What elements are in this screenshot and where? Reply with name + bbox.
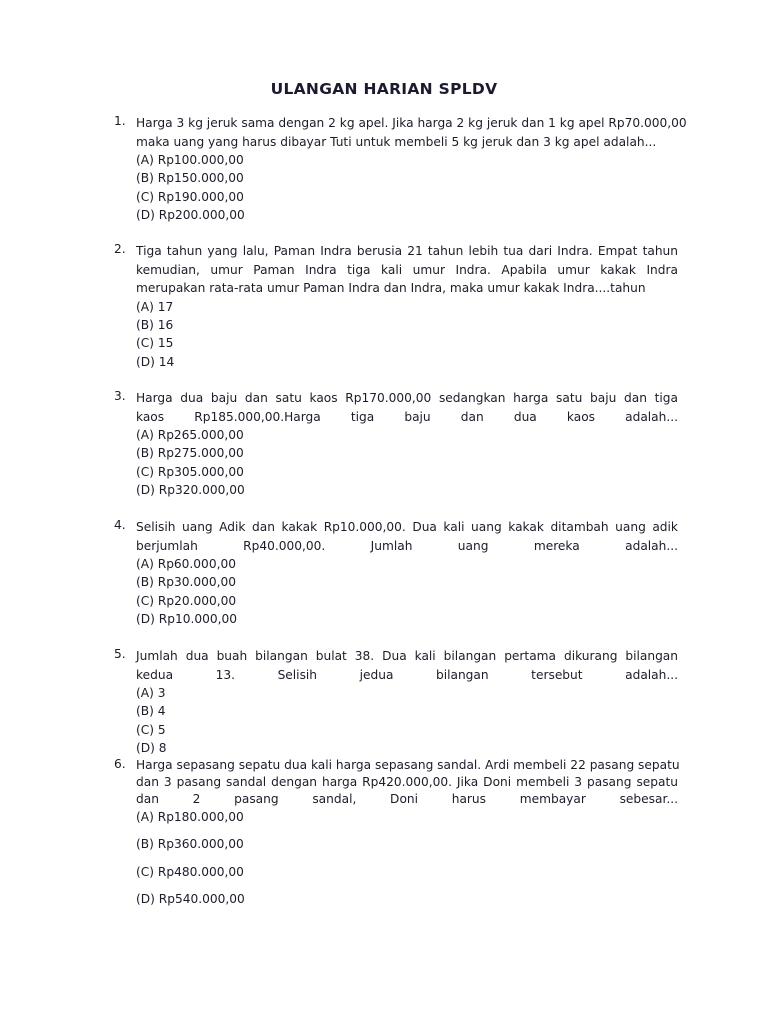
option-b: (B) Rp150.000,00 <box>136 171 244 186</box>
option-d: (D) Rp200.000,00 <box>136 208 245 223</box>
option-d: (D) Rp320.000,00 <box>136 483 245 498</box>
option-c: (C) Rp20.000,00 <box>136 593 237 608</box>
stem-line: kemudian, umur Paman Indra tiga kali umur Indra. Apabila umur kakak Indra <box>136 262 678 277</box>
question-stem <box>136 114 687 151</box>
option-d: (D) 8 <box>136 741 167 756</box>
question-stem <box>136 242 678 298</box>
option-c: (C) Rp480.000,00 <box>136 864 244 879</box>
option-b: (B) Rp30.000,00 <box>136 575 236 590</box>
option-c: (C) 5 <box>136 722 166 737</box>
option-c: (C) Rp190.000,00 <box>136 189 244 204</box>
stem-line: kaos Rp185.000,00.Harga tiga baju dan dua kaos adalah... <box>136 409 678 424</box>
option-a: (A) Rp180.000,00 <box>136 810 244 824</box>
stem-line: Harga sepasang sepatu dua kali harga sepasang sandal. Ardi membeli 22 pasang sepatu <box>136 758 680 772</box>
page-title: ULANGAN HARIAN SPLDV <box>270 80 498 98</box>
question-number: 2. <box>114 242 126 256</box>
stem-line: kedua 13. Selisih jedua bilangan tersebut adalah... <box>136 667 678 682</box>
option-c: (C) 15 <box>136 336 174 351</box>
stem-line: merupakan rata-rata umur Paman Indra dan Indra, maka umur kakak Indra....tahun <box>136 281 646 295</box>
option-a: (A) 3 <box>136 686 166 700</box>
question-stem <box>136 389 678 426</box>
stem-line: Harga dua baju dan satu kaos Rp170.000,00 sedangkan harga satu baju dan tiga <box>136 391 678 405</box>
stem-line: Selisih uang Adik dan kakak Rp10.000,00. Dua kali uang kakak ditambah uang adik <box>136 520 678 534</box>
stem-line: dan 2 pasang sandal, Doni harus membayar sebesar... <box>136 792 678 806</box>
option-b: (B) Rp360.000,00 <box>136 837 244 852</box>
option-a: (A) Rp60.000,00 <box>136 557 236 571</box>
option-c: (C) Rp305.000,00 <box>136 464 244 479</box>
stem-line: maka uang yang harus dibayar Tuti untuk membeli 5 kg jeruk dan 3 kg apel adalah... <box>136 134 657 149</box>
question-number: 6. <box>114 757 126 771</box>
option-a: (A) Rp100.000,00 <box>136 153 244 167</box>
stem-line: Jumlah dua buah bilangan bulat 38. Dua kali bilangan pertama dikurang bilangan <box>136 649 678 663</box>
option-d: (D) Rp10.000,00 <box>136 612 237 627</box>
option-b: (B) 16 <box>136 317 174 332</box>
stem-line: Tiga tahun yang lalu, Paman Indra berusia 21 tahun lebih tua dari Indra. Empat tahun <box>136 244 678 258</box>
stem-line: berjumlah Rp40.000,00. Jumlah uang mereka adalah... <box>136 538 678 553</box>
question-number: 3. <box>114 389 126 403</box>
stem-line: Harga 3 kg jeruk sama dengan 2 kg apel. Jika harga 2 kg jeruk dan 1 kg apel Rp70.000,00 <box>136 116 687 130</box>
option-b: (B) Rp275.000,00 <box>136 446 244 461</box>
option-d: (D) 14 <box>136 354 175 369</box>
stem-line: dan 3 pasang sandal dengan harga Rp420.000,00. Jika Doni membeli 3 pasang sepatu <box>136 775 678 789</box>
question-number: 5. <box>114 647 126 661</box>
question-number: 4. <box>114 518 126 532</box>
question-stem <box>136 518 678 555</box>
option-a: (A) Rp265.000,00 <box>136 428 244 442</box>
question-number: 1. <box>114 114 126 128</box>
option-a: (A) 17 <box>136 299 174 314</box>
option-b: (B) 4 <box>136 704 166 719</box>
option-d: (D) Rp540.000,00 <box>136 891 245 906</box>
question-stem <box>136 757 678 808</box>
question-stem <box>136 647 678 684</box>
